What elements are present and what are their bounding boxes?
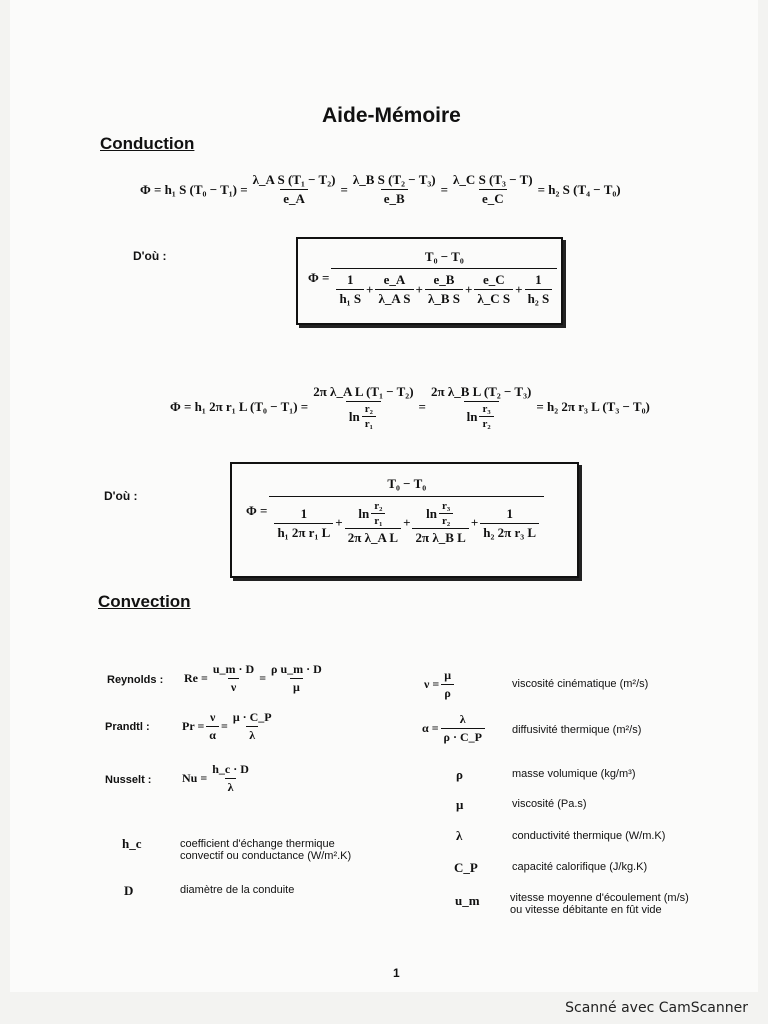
nusselt-formula: Nu = $\frac{h\_c \cdot D}{\lambda}$ <box>182 762 249 794</box>
plane-box-denominator: $\frac{1}{\text{h₁ S}}$ + $\frac{e\_A}{\text{λ\_A S}}$ + $\frac{e\_B}{\text{λ\_B S}}$ + $\frac{e\_C}{\text{λ\_C S}}$ + $\frac{1}{\text{h₂ S}}$ <box>331 268 557 307</box>
plane-fraction-a <box>250 172 339 207</box>
section-convection-heading: Convection <box>98 592 191 611</box>
plane-fraction-b-den: e_B <box>381 189 408 207</box>
cyl-dou-label: D'où : <box>104 489 138 503</box>
plane-fraction-c <box>450 172 536 207</box>
cyl-term: ln $\frac{\text{r₂}}{\text{r₁}}$ 2π λ_A L <box>345 500 401 546</box>
cyl-term: $\frac{1}{\text{h₁ 2π r₁ L}}$ <box>274 506 333 541</box>
kinematic-viscosity-def: ν = $\frac{\mu}{\rho}$ <box>424 668 456 701</box>
prandtl-formula: Pr = $\frac{\nu}{\alpha}$ = $\frac{\mu \cdot C\_P}{\lambda}$ <box>182 710 272 742</box>
plane-tail: = h₂ S (T₄ − T₀) <box>537 181 621 197</box>
symbol-lambda: λ <box>456 828 463 843</box>
plane-fraction-c-num: λ_C S (T₃ − T) <box>453 172 533 187</box>
cyl-fraction-a: 2π λ_A L (T₁ − T₂) ln $\frac{\text{r₂}}{\text{r₁}}$ <box>313 384 414 430</box>
cyl-box-fraction <box>269 476 544 546</box>
plane-dou-label: D'où : <box>133 249 167 263</box>
plane-wall-equation: Φ = h₁ S (T₀ − T₁) = $\frac{\text{λ\_A S (T₁ − T₂)}}{e\_A}$ = $\frac{\text{λ\_B S (T₂ − T₃)}}{e\_B}$ = $\frac{\text{λ\_C S (T₃ − T)}}{e\_C}$ = h₂ S (T₄ − T₀) <box>140 172 621 206</box>
symbol-mu: μ <box>456 797 464 812</box>
plane-fraction-b-num: λ_B S (T₂ − T₃) <box>352 172 436 187</box>
kinematic-viscosity-text: viscosité cinématique (m²/s) <box>512 678 649 690</box>
cylinder-equation: Φ = h₁ 2π r₁ L (T₀ − T₁) = 2π λ_A L (T₁ − T₂) ln $\frac{\text{r₂}}{\text{r₁}}$ = 2π λ_B L (T₂ − T₃) ln $\frac{\text{r₃}}{\text{r₂}}$ = h₂ 2π r₃ L (T₃ − T₀) <box>170 384 650 430</box>
plane-fraction-a-num: λ_A S (T₁ − T₂) <box>252 172 336 187</box>
section-conduction-heading: Conduction <box>100 134 195 153</box>
cyl-term: $\frac{1}{\text{h₂ 2π r₃ L}}$ <box>480 506 539 541</box>
hc-symbol: h_c <box>122 836 142 851</box>
symbol-lambda-text: conductivité thermique (W/m.K) <box>512 830 666 842</box>
plane-term: $\frac{1}{\text{h₂ S}}$ <box>525 272 553 307</box>
d-symbol: D <box>124 883 134 898</box>
hc-definition: coefficient d'échange thermique convectif ou conductance (W/m².K) <box>180 838 352 862</box>
symbol-um: u_m <box>455 893 480 908</box>
reynolds-label: Reynolds : <box>107 674 164 686</box>
plane-box-numerator: T₀ − T₀ <box>424 249 464 264</box>
symbol-mu-text: viscosité (Pa.s) <box>512 798 587 810</box>
cyl-phi-lhs: Φ = h₁ 2π r₁ L (T₀ − T₁) = <box>170 399 309 414</box>
symbol-rho-text: masse volumique (kg/m³) <box>512 768 636 780</box>
scanner-watermark: Scanné avec CamScanner <box>565 1000 748 1016</box>
page-number: 1 <box>393 966 400 980</box>
plane-box-phi: Φ = <box>308 270 330 285</box>
cylinder-result-box <box>230 462 579 578</box>
cyl-box-phi: Φ = <box>246 503 268 518</box>
cyl-tail: = h₂ 2π r₃ L (T₃ − T₀) <box>536 399 650 414</box>
plane-result-box <box>296 237 563 325</box>
symbol-um-text: vitesse moyenne d'écoulement (m/s) ou vitesse débitante en fût vide <box>510 892 689 916</box>
plane-term: $\frac{e\_B}{\text{λ\_B S}}$ <box>425 272 463 307</box>
d-definition: diamètre de la conduite <box>180 884 295 896</box>
reynolds-formula: Re = $\frac{u\_m \cdot D}{\nu}$ = $\frac{\text{ρ u\_m · D}}{\mu}$ <box>184 662 322 694</box>
plane-fraction-c-den: e_C <box>479 189 507 207</box>
plane-term: $\frac{1}{\text{h₁ S}}$ <box>336 272 364 307</box>
plane-fraction-b <box>350 172 439 207</box>
thermal-diffusivity-def: α = $\frac{\lambda}{\rho \cdot C\_P}$ <box>422 712 487 745</box>
nusselt-label: Nusselt : <box>105 774 152 786</box>
symbol-rho: ρ <box>456 767 463 782</box>
thermal-diffusivity-text: diffusivité thermique (m²/s) <box>512 724 642 736</box>
plane-fraction-a-den: e_A <box>280 189 308 207</box>
plane-term: $\frac{e\_A}{\text{λ\_A S}}$ <box>375 272 413 307</box>
cyl-term: ln $\frac{\text{r₃}}{\text{r₂}}$ 2π λ_B L <box>412 500 468 546</box>
cyl-box-numerator: T₀ − T₀ <box>387 476 427 491</box>
prandtl-label: Prandtl : <box>105 721 150 733</box>
page-title: Aide-Mémoire <box>322 104 461 127</box>
plane-term: $\frac{e\_C}{\text{λ\_C S}}$ <box>474 272 513 307</box>
symbol-cp-text: capacité calorifique (J/kg.K) <box>512 861 648 873</box>
cyl-fraction-b: 2π λ_B L (T₂ − T₃) ln $\frac{\text{r₃}}{\text{r₂}}$ <box>430 384 532 430</box>
plane-box-fraction <box>331 249 557 307</box>
symbol-cp: C_P <box>454 860 478 875</box>
cyl-box-denominator: $\frac{1}{\text{h₁ 2π r₁ L}}$ + ln $\frac{\text{r₂}}{\text{r₁}}$ 2π λ_A L + ln $\frac{\text{r₃}}{\text{r₂}}$ 2π λ_B L + $\frac{1}{\text{h₂ 2π r₃ L}}$ <box>269 496 544 546</box>
plane-phi-lhs: Φ = h₁ S (T₀ − T₁) = <box>140 181 248 197</box>
